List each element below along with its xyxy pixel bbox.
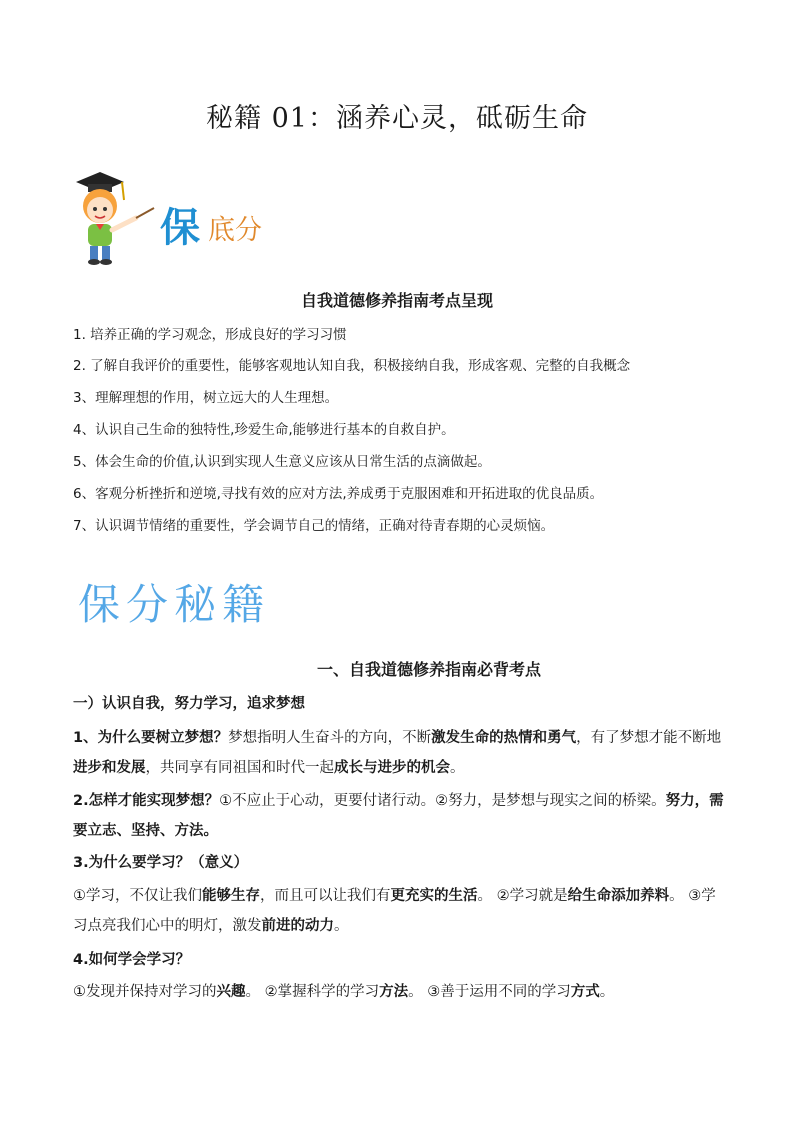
q4-text: 。 [599, 984, 615, 1000]
q1-paragraph [73, 723, 725, 783]
q3-text: ，而且可以让我们有 [260, 888, 391, 904]
q3-text: 。 ③学习点亮我们心中的明灯，激发 [73, 888, 716, 934]
objective-item: 7、认识调节情绪的重要性，学会调节自己的情绪，正确对待青春期的心灵烦恼。 [73, 518, 555, 534]
q2-text: ①不应止于心动，更要付诸行动。②努力，是梦想与现实之间的桥梁。 [219, 793, 666, 809]
q2-paragraph [73, 786, 725, 846]
q4-paragraph [73, 977, 725, 1007]
q3-bold: 给生命添加养料 [567, 888, 670, 904]
q1-text: ，有了梦想才能不断地 [576, 730, 722, 746]
q1-text: ，共同享有同祖国和时代一起 [145, 760, 334, 776]
q1-text: 。 [450, 760, 465, 776]
objective-item: 2. 了解自我评价的重要性，能够客观地认知自我，积极接纳自我，形成客观、完整的自我概念 [73, 358, 631, 374]
q4-text: ①发现并保持对学习的 [73, 984, 217, 1000]
page-title: 秘籍 01：涵养心灵，砥砺生命 [206, 103, 588, 134]
q1-question: 1、为什么要树立梦想？ [73, 730, 229, 746]
q4-bold: 兴趣 [216, 984, 246, 1000]
q1-bold: 进步和发展 [73, 760, 146, 776]
secret-banner: 保分秘籍 [78, 580, 271, 629]
q3-text: 。 [334, 918, 349, 934]
mascot-illustration [66, 170, 166, 270]
q3-bold: 更充实的生活 [390, 888, 478, 904]
q3-bold: 能够生存 [202, 888, 260, 904]
objective-item: 4、认识自己生命的独特性,珍爱生命,能够进行基本的自救自护。 [73, 422, 455, 438]
q3-question: 3.为什么要学习？（意义） [73, 855, 249, 871]
q3-bold: 前进的动力 [261, 918, 334, 934]
q4-question: 4.如何学会学习？ [73, 952, 191, 968]
q2-question: 2.怎样才能实现梦想？ [73, 793, 220, 809]
q3-text: ①学习，不仅让我们 [73, 888, 202, 904]
q4-text: 。 ③善于运用不同的学习 [408, 984, 571, 1000]
q1-bold: 成长与进步的机会 [334, 760, 450, 776]
q4-text: 。 ②掌握科学的学习 [245, 984, 380, 1000]
q2-bold: 努力，需要立志、坚持、方法。 [73, 793, 724, 839]
q3-text: 。 ②学习就是 [477, 888, 568, 904]
q4-bold: 方式 [570, 984, 600, 1000]
q1-text: 梦想指明人生奋斗的方向，不断 [228, 730, 432, 746]
objectives-heading: 自我道德修养指南考点呈现 [300, 291, 493, 310]
objective-item: 6、客观分析挫折和逆境,寻找有效的应对方法,养成勇于克服困难和开拓进取的优良品质。 [73, 486, 604, 502]
subsection-heading: 一）认识自我，努力学习，追求梦想 [73, 696, 305, 712]
q1-bold: 激发生命的热情和勇气 [431, 730, 577, 746]
logo-text-difen: 底分 [208, 215, 262, 246]
q3-paragraph [73, 881, 725, 941]
logo-text-bao: 保 [160, 205, 200, 251]
objective-item: 1. 培养正确的学习观念，形成良好的学习习惯 [73, 327, 347, 343]
objective-item: 3、理解理想的作用，树立远大的人生理想。 [73, 390, 339, 406]
q4-bold: 方法 [379, 984, 409, 1000]
objective-item: 5、体会生命的价值,认识到实现人生意义应该从日常生活的点滴做起。 [73, 454, 491, 470]
section-title: 一、自我道德修养指南必背考点 [316, 660, 541, 679]
